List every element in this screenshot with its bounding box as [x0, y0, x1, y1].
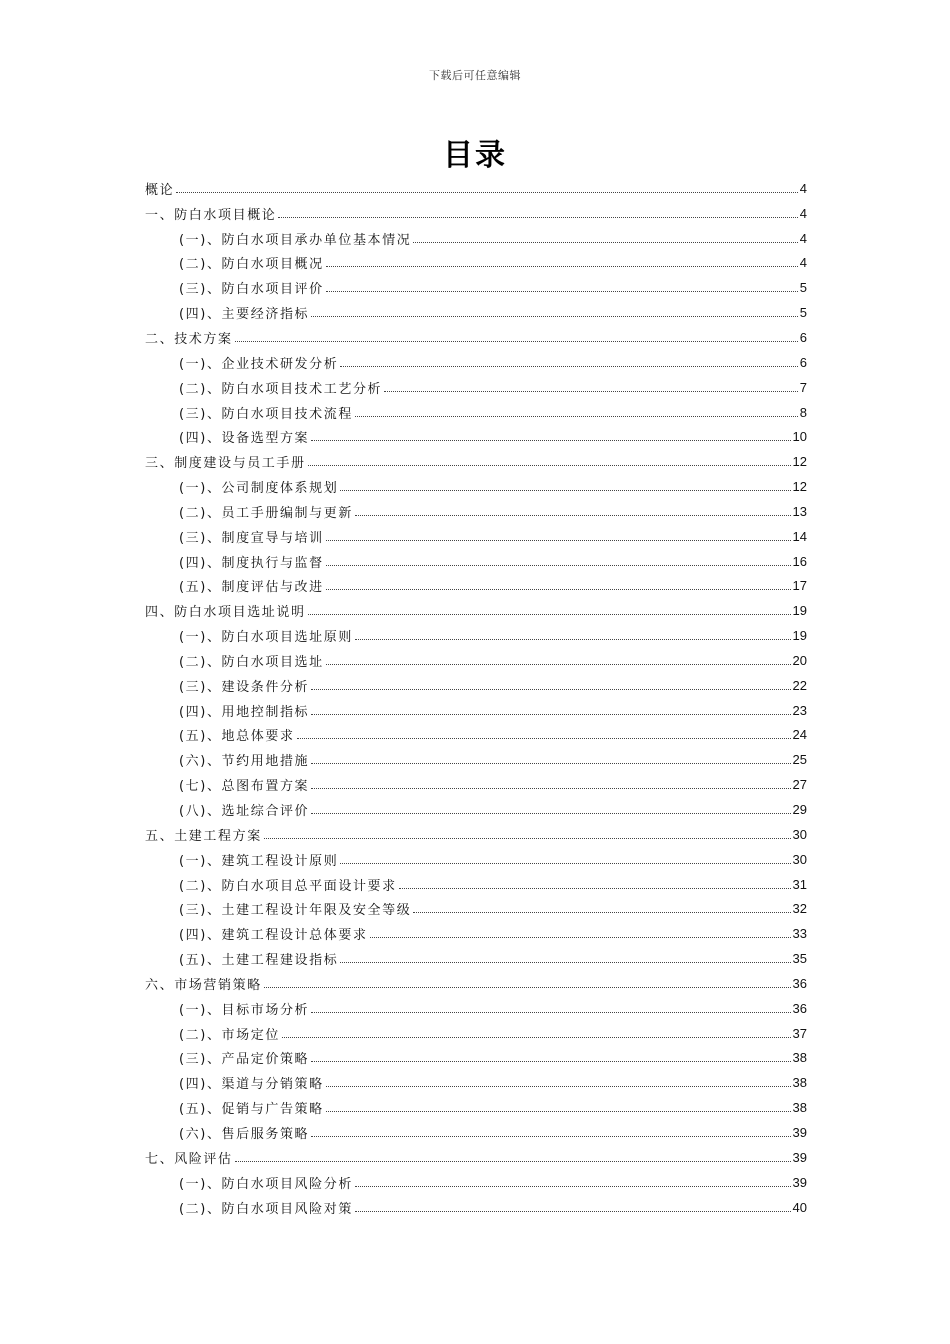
dot-leader [264, 987, 791, 988]
toc-entry[interactable] [145, 226, 807, 251]
toc-entry[interactable] [145, 747, 807, 772]
toc-entry-page-number: 4 [799, 230, 807, 246]
dot-leader [370, 937, 791, 938]
toc-entry-label: (一)、防白水项目承办单位基本情况 [179, 232, 412, 248]
toc-entry-label: (六)、节约用地措施 [179, 754, 310, 770]
toc-entry-label: (二)、防白水项目概况 [179, 257, 324, 273]
toc-entry-page-number: 24 [792, 727, 807, 743]
toc-entry[interactable] [145, 822, 807, 847]
dot-leader [384, 391, 798, 392]
toc-entry[interactable] [145, 1095, 807, 1120]
toc-entry-page-number: 32 [792, 901, 807, 917]
toc-entry[interactable] [145, 623, 807, 648]
toc-entry[interactable] [145, 524, 807, 549]
toc-entry-label: (二)、防白水项目技术工艺分析 [179, 381, 383, 397]
toc-entry-label: (三)、产品定价策略 [179, 1052, 310, 1068]
toc-entry-label: 三、制度建设与员工手册 [145, 456, 306, 472]
toc-entry-page-number: 13 [792, 503, 807, 519]
toc-entry-label: (三)、土建工程设计年限及安全等级 [179, 903, 412, 919]
toc-entry-label: (二)、市场定位 [179, 1027, 280, 1043]
dot-leader [399, 888, 791, 889]
toc-entry-label: (七)、总图布置方案 [179, 779, 310, 795]
toc-entry-label: (四)、渠道与分销策略 [179, 1077, 324, 1093]
dot-leader [355, 515, 791, 516]
dot-leader [235, 341, 798, 342]
toc-entry[interactable] [145, 201, 807, 226]
toc-entry-label: 四、防白水项目选址说明 [145, 605, 306, 621]
toc-entry[interactable] [145, 275, 807, 300]
toc-entry[interactable] [145, 1170, 807, 1195]
dot-leader [326, 664, 791, 665]
dot-leader [264, 838, 791, 839]
toc-entry-page-number: 27 [792, 777, 807, 793]
dot-leader [326, 565, 791, 566]
toc-entry[interactable] [145, 698, 807, 723]
toc-entry[interactable] [145, 400, 807, 425]
dot-leader [311, 689, 790, 690]
dot-leader [326, 540, 791, 541]
toc-entry[interactable] [145, 996, 807, 1021]
toc-entry-page-number: 31 [792, 876, 807, 892]
toc-entry[interactable] [145, 1120, 807, 1145]
dot-leader [308, 465, 791, 466]
dot-leader [355, 416, 798, 417]
toc-entry-label: (四)、建筑工程设计总体要求 [179, 928, 368, 944]
toc-entry-label: (一)、目标市场分析 [179, 1002, 310, 1018]
toc-entry-page-number: 39 [792, 1149, 807, 1165]
toc-entry-label: 二、技术方案 [145, 331, 233, 347]
toc-entry-label: (五)、土建工程建设指标 [179, 953, 339, 969]
toc-entry-label: (三)、防白水项目评价 [179, 282, 324, 298]
toc-entry-page-number: 6 [799, 354, 807, 370]
toc-entry-page-number: 4 [799, 255, 807, 271]
dot-leader [340, 962, 790, 963]
toc-entry-page-number: 38 [792, 1050, 807, 1066]
toc-entry-page-number: 19 [792, 603, 807, 619]
toc-entry-page-number: 10 [792, 429, 807, 445]
toc-entry-page-number: 20 [792, 652, 807, 668]
toc-entry[interactable] [145, 797, 807, 822]
toc-entry-label: 七、风险评估 [145, 1151, 233, 1167]
toc-entry-page-number: 39 [792, 1124, 807, 1140]
toc-entry[interactable] [145, 1145, 807, 1170]
table-of-contents [145, 176, 807, 1219]
dot-leader [340, 490, 790, 491]
toc-entry-label: (一)、防白水项目选址原则 [179, 630, 353, 646]
toc-entry-label: (一)、防白水项目风险分析 [179, 1176, 353, 1192]
toc-entry-page-number: 33 [792, 926, 807, 942]
toc-entry-page-number: 4 [799, 180, 807, 196]
dot-leader [311, 788, 790, 789]
dot-leader [340, 366, 797, 367]
dot-leader [311, 813, 790, 814]
toc-entry-page-number: 17 [792, 578, 807, 594]
dot-leader [340, 863, 790, 864]
toc-entry[interactable] [145, 1070, 807, 1095]
toc-entry-page-number: 40 [792, 1199, 807, 1215]
toc-entry-label: (四)、用地控制指标 [179, 704, 310, 720]
toc-entry-page-number: 29 [792, 802, 807, 818]
toc-entry[interactable] [145, 723, 807, 748]
toc-entry-page-number: 23 [792, 702, 807, 718]
toc-entry-page-number: 36 [792, 1000, 807, 1016]
toc-entry-page-number: 22 [792, 677, 807, 693]
toc-entry[interactable] [145, 598, 807, 623]
toc-entry-label: (三)、制度宣导与培训 [179, 530, 324, 546]
toc-entry-label: (三)、建设条件分析 [179, 679, 310, 695]
toc-entry-label: (一)、企业技术研发分析 [179, 356, 339, 372]
dot-leader [413, 242, 797, 243]
toc-entry-label: (四)、主要经济指标 [179, 307, 310, 323]
toc-entry[interactable] [145, 673, 807, 698]
toc-entry-label: 五、土建工程方案 [145, 828, 262, 844]
dot-leader [326, 589, 791, 590]
toc-entry-page-number: 12 [792, 454, 807, 470]
toc-entry-page-number: 30 [792, 826, 807, 842]
dot-leader [311, 316, 798, 317]
toc-entry-label: (二)、防白水项目总平面设计要求 [179, 878, 397, 894]
toc-entry-label: (六)、售后服务策略 [179, 1126, 310, 1142]
toc-entry[interactable] [145, 648, 807, 673]
toc-entry[interactable] [145, 971, 807, 996]
dot-leader [308, 614, 791, 615]
toc-entry[interactable] [145, 896, 807, 921]
dot-leader [282, 1037, 791, 1038]
dot-leader [311, 1012, 790, 1013]
toc-entry[interactable] [145, 449, 807, 474]
dot-leader [176, 192, 798, 193]
toc-entry-label: (二)、防白水项目风险对策 [179, 1201, 353, 1217]
toc-entry[interactable] [145, 325, 807, 350]
toc-entry-label: 一、防白水项目概论 [145, 207, 277, 223]
toc-entry[interactable] [145, 946, 807, 971]
toc-entry-page-number: 12 [792, 479, 807, 495]
toc-entry-label: (四)、设备选型方案 [179, 431, 310, 447]
dot-leader [311, 1136, 790, 1137]
dot-leader [355, 1211, 791, 1212]
toc-entry[interactable] [145, 872, 807, 897]
dot-leader [413, 912, 790, 913]
dot-leader [278, 217, 797, 218]
toc-entry-page-number: 8 [799, 404, 807, 420]
toc-entry[interactable] [145, 300, 807, 325]
toc-entry-page-number: 4 [799, 205, 807, 221]
toc-entry-page-number: 38 [792, 1100, 807, 1116]
dot-leader [297, 738, 791, 739]
dot-leader [311, 1061, 790, 1062]
toc-entry[interactable] [145, 1021, 807, 1046]
dot-leader [311, 714, 790, 715]
toc-entry[interactable] [145, 921, 807, 946]
dot-leader [326, 266, 798, 267]
toc-entry[interactable] [145, 772, 807, 797]
toc-entry[interactable] [145, 847, 807, 872]
dot-leader [326, 291, 798, 292]
dot-leader [326, 1086, 791, 1087]
toc-entry[interactable] [145, 251, 807, 276]
toc-entry-label: (五)、地总体要求 [179, 729, 295, 745]
dot-leader [311, 763, 790, 764]
toc-entry[interactable] [145, 574, 807, 599]
toc-entry-page-number: 39 [792, 1174, 807, 1190]
dot-leader [311, 440, 790, 441]
dot-leader [355, 1186, 791, 1187]
toc-entry-label: (二)、员工手册编制与更新 [179, 505, 353, 521]
toc-entry-page-number: 6 [799, 329, 807, 345]
toc-entry[interactable] [145, 424, 807, 449]
toc-entry-label: (二)、防白水项目选址 [179, 654, 324, 670]
toc-entry-page-number: 5 [799, 305, 807, 321]
toc-entry-page-number: 36 [792, 975, 807, 991]
page-header: 下载后可任意编辑 [429, 69, 521, 82]
toc-entry[interactable] [145, 549, 807, 574]
toc-entry[interactable] [145, 1046, 807, 1071]
toc-entry-label: 六、市场营销策略 [145, 977, 262, 993]
toc-entry-label: (五)、制度评估与改进 [179, 580, 324, 596]
toc-entry-page-number: 14 [792, 528, 807, 544]
toc-entry[interactable] [145, 474, 807, 499]
toc-entry-label: (一)、公司制度体系规划 [179, 481, 339, 497]
toc-entry-page-number: 5 [799, 280, 807, 296]
toc-entry[interactable] [145, 1195, 807, 1220]
page-title: 目录 [443, 138, 507, 173]
toc-entry-page-number: 37 [792, 1025, 807, 1041]
toc-entry-page-number: 25 [792, 752, 807, 768]
dot-leader [355, 639, 791, 640]
toc-entry-page-number: 35 [792, 951, 807, 967]
toc-entry[interactable] [145, 176, 807, 201]
toc-entry[interactable] [145, 350, 807, 375]
dot-leader [235, 1161, 791, 1162]
toc-entry-label: (五)、促销与广告策略 [179, 1102, 324, 1118]
toc-entry-page-number: 30 [792, 851, 807, 867]
toc-entry-label: (八)、选址综合评价 [179, 804, 310, 820]
dot-leader [326, 1111, 791, 1112]
toc-entry-label: (四)、制度执行与监督 [179, 555, 324, 571]
toc-entry-page-number: 16 [792, 553, 807, 569]
toc-entry-page-number: 19 [792, 628, 807, 644]
toc-entry[interactable] [145, 499, 807, 524]
toc-entry-label: (三)、防白水项目技术流程 [179, 406, 353, 422]
toc-entry-label: (一)、建筑工程设计原则 [179, 853, 339, 869]
toc-entry[interactable] [145, 375, 807, 400]
toc-entry-page-number: 7 [799, 379, 807, 395]
toc-entry-page-number: 38 [792, 1075, 807, 1091]
toc-entry-label: 概论 [145, 182, 175, 198]
